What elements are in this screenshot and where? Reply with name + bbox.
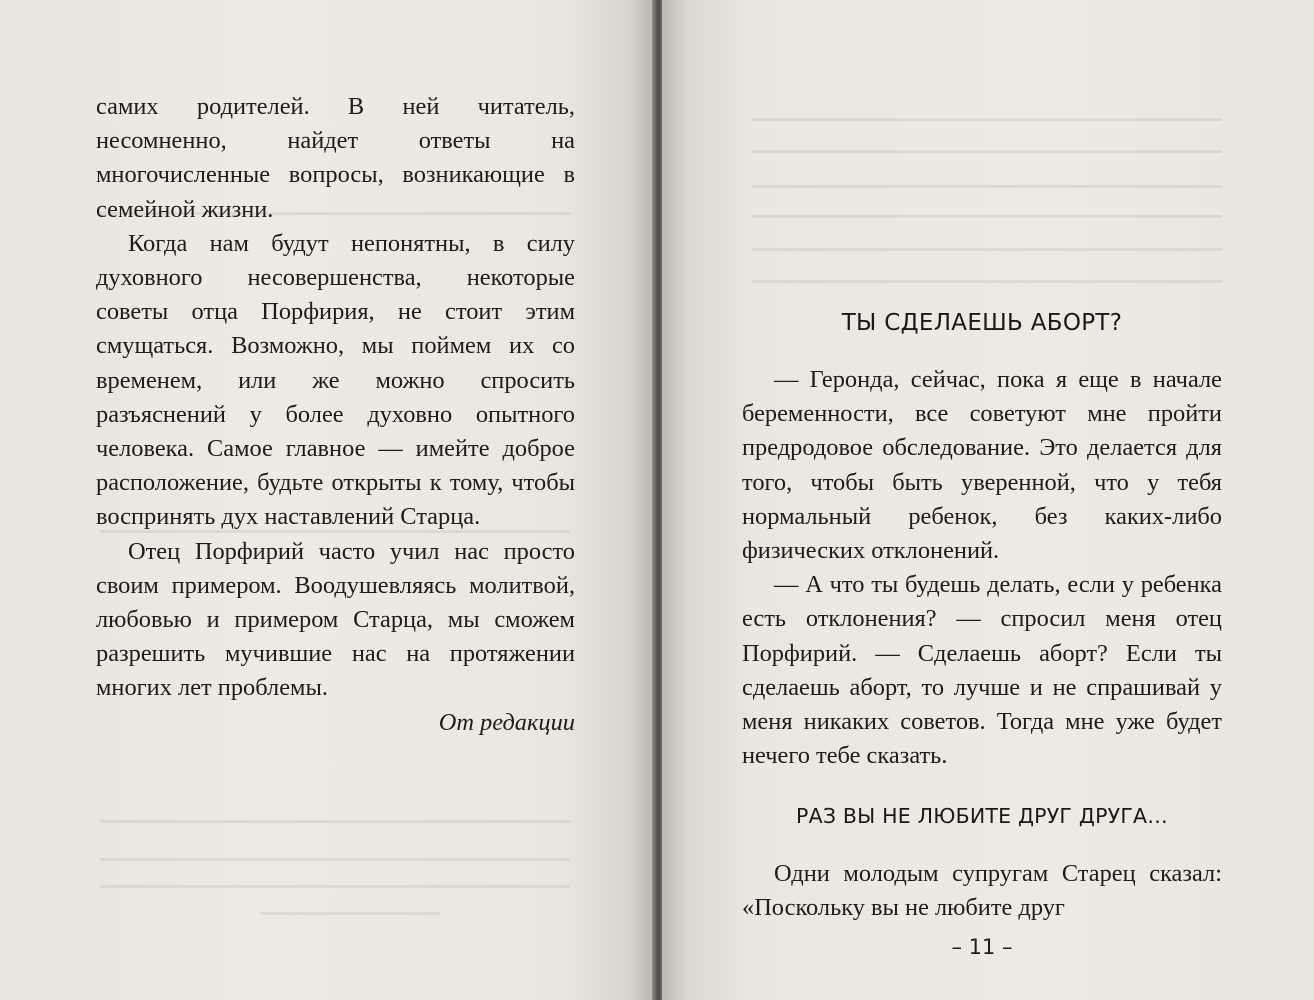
right-paragraph-3: Одни молодым супругам Старец сказал: «Поскольку вы не любите друг [742,860,1222,922]
bleed-through-line [100,858,570,861]
left-paragraph-1: самих родителей. В ней читатель, несомненно, найдет ответы на многочисленные вопросы, возникающие в семейной жизни. [96,93,575,223]
bleed-through-line [752,150,1222,153]
right-page-text-section-2 [742,857,1222,925]
left-paragraph-2: Когда нам будут непонятны, в силу духовного несовершенства, некоторые советы отца Порфирия, не стоит этим смущаться. Возможно, мы поймем их со временем, или же можно спросить разъяснений у более духовно опытного человека. Самое главное — имейте доброе расположение, будьте открыты к тому, чтобы воспринять дух наставлений Старца. [96,229,575,531]
bleed-through-line [260,912,440,915]
bleed-through-line [752,280,1222,283]
bleed-through-line [100,820,570,823]
right-paragraph-2: — А что ты будешь делать, если у ребенка есть отклонения? — спросил меня отец Порфирий. — Сделаешь аборт? Если ты сделаешь аборт, то лучше и не спрашивай у меня никаких советов. Тогда мне уже будет нечего тебе сказать. [742,571,1222,770]
right-paragraph-1: — Геронда, сейчас, пока я еще в начале беременности, все советуют мне пройти предродовое обследование. Это делается для того, чтобы быть уверенной, что у тебя нормальный ребенок, без каких-либо физических отклонений. [742,366,1222,565]
bleed-through-line [100,885,570,888]
bleed-through-line [752,118,1222,121]
page-number: – 11 – [951,935,1013,959]
left-page-text [96,90,575,740]
section-heading-abortion: ТЫ СДЕЛАЕШЬ АБОРТ? [841,310,1123,336]
left-page [0,0,655,1000]
bleed-through-line [752,248,1222,251]
section-heading-love: РАЗ ВЫ НЕ ЛЮБИТЕ ДРУГ ДРУГА… [796,804,1168,828]
right-page [662,0,1314,1000]
bleed-through-line [752,215,1222,218]
bleed-through-line [752,185,1222,188]
editorial-signature: От редакции [438,708,575,736]
right-page-text-section-1 [742,363,1222,773]
left-paragraph-3: Отец Порфирий часто учил нас просто своим примером. Воодушевляясь молитвой, любовью и примером Старца, мы сможем разрешить мучившие нас на протяжении многих лет проблемы. [96,537,575,702]
